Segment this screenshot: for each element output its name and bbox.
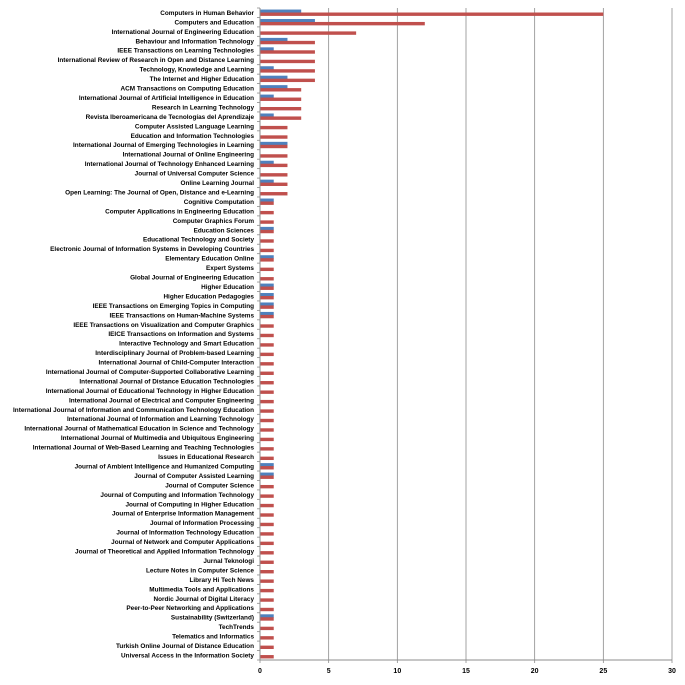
bar-series-b <box>260 608 274 611</box>
bar-series-b <box>260 126 287 129</box>
x-tick-label: 0 <box>258 668 262 675</box>
bar-series-b <box>260 60 315 63</box>
bar-series-b <box>260 183 287 186</box>
category-label: Journal of Information Technology Education <box>116 529 254 537</box>
category-label: IEEE Transactions on Human-Machine Systems <box>109 312 254 320</box>
category-label: Computer Assisted Language Learning <box>134 123 254 131</box>
x-tick-label: 5 <box>326 668 331 675</box>
bar-series-b <box>260 305 274 308</box>
category-label: Library Hi Tech News <box>189 576 254 584</box>
category-label: Journal of Universal Computer Science <box>134 170 254 178</box>
bar-series-a <box>260 302 274 305</box>
category-label: Universal Access in the Information Society <box>121 652 254 660</box>
bar-series-b <box>260 532 274 535</box>
category-label: IEICE Transactions on Information and Systems <box>108 331 254 339</box>
bar-series-a <box>260 113 274 116</box>
bar-series-b <box>260 655 274 658</box>
category-label: Journal of Enterprise Information Management <box>111 510 254 518</box>
bar-series-a <box>260 66 274 69</box>
bar-series-b <box>260 362 274 365</box>
bar-series-b <box>260 466 274 469</box>
bar-series-b <box>260 277 274 280</box>
bar-series-a <box>260 76 287 79</box>
bar-series-a <box>260 38 287 41</box>
bar-series-b <box>260 428 274 431</box>
bar-series-b <box>260 390 274 393</box>
category-label: Computer Graphics Forum <box>172 217 254 225</box>
category-label: International Journal of Engineering Education <box>111 28 254 36</box>
category-label: Behaviour and Information Technology <box>135 38 254 46</box>
category-label: Elementary Education Online <box>165 255 254 263</box>
bar-series-b <box>260 589 274 592</box>
category-label: Nordic Journal of Digital Literacy <box>153 595 254 603</box>
category-label: Journal of Information Processing <box>149 520 254 528</box>
bar-series-a <box>260 463 274 466</box>
bar-series-b <box>260 268 274 271</box>
category-label: Computers and Education <box>174 19 254 27</box>
category-label: Journal of Computing in Higher Education <box>125 501 254 509</box>
category-label: Cognitive Computation <box>183 198 254 206</box>
category-label: Issues in Educational Research <box>158 454 254 462</box>
category-label: International Journal of Distance Education Technologies <box>79 378 254 386</box>
category-label: IEEE Transactions on Emerging Topics in Computing <box>92 302 254 310</box>
bar-series-b <box>260 258 274 261</box>
bar-series-b <box>260 646 274 649</box>
bar-series-b <box>260 22 425 25</box>
x-tick-label: 20 <box>530 668 539 675</box>
category-label: International Journal of Emerging Technologies in Learning <box>73 142 254 150</box>
bar-series-b <box>260 372 274 375</box>
bar-series-a <box>260 10 301 13</box>
bar-series-b <box>260 447 274 450</box>
bar-series-b <box>260 211 274 214</box>
bar-series-b <box>260 513 274 516</box>
category-label: International Journal of Artificial Intelligence in Education <box>78 94 254 102</box>
category-label: Sustainability (Switzerland) <box>170 614 254 622</box>
bar-series-b <box>260 145 287 148</box>
bar-series-a <box>260 284 274 287</box>
bar-series-b <box>260 287 274 290</box>
category-label: International Journal of Online Engineering <box>122 151 254 159</box>
category-label: Expert Systems <box>206 265 254 273</box>
bar-series-b <box>260 334 274 337</box>
bar-series-b <box>260 570 274 573</box>
bar-series-b <box>260 230 274 233</box>
bar-series-b <box>260 31 356 34</box>
bar-series-b <box>260 561 274 564</box>
bar-series-b <box>260 627 274 630</box>
bar-series-b <box>260 438 274 441</box>
category-label: Interdisciplinary Journal of Problem-based Learning <box>95 350 254 358</box>
category-label: International Journal of Child-Computer Interaction <box>98 359 254 367</box>
bar-series-b <box>260 353 274 356</box>
category-label: International Review of Research in Open and Distance Learning <box>57 57 254 65</box>
category-label: Computers in Human Behavior <box>160 9 254 17</box>
bar-series-a <box>260 312 274 315</box>
bar-series-b <box>260 343 274 346</box>
category-label: IEEE Transactions on Visualization and Computer Graphics <box>73 321 254 329</box>
category-label: Education and Information Technologies <box>130 132 254 140</box>
category-label: Turkish Online Journal of Distance Education <box>115 643 254 651</box>
bar-series-b <box>260 636 274 639</box>
category-label: International Journal of Information and Communication Technology Education <box>13 406 254 414</box>
bar-series-b <box>260 249 274 252</box>
bar-series-b <box>260 551 274 554</box>
bar-series-b <box>260 98 301 101</box>
category-label: International Journal of Mathematical Education in Science and Technology <box>24 425 254 433</box>
bar-series-b <box>260 542 274 545</box>
bar-series-b <box>260 494 274 497</box>
category-label: Open Learning: The Journal of Open, Distance and e-Learning <box>65 189 254 197</box>
bar-series-b <box>260 523 274 526</box>
bar-series-b <box>260 220 274 223</box>
category-label: IEEE Transactions on Learning Technologies <box>117 47 254 55</box>
bar-series-b <box>260 324 274 327</box>
category-label: Computer Applications in Engineering Education <box>105 208 254 216</box>
category-label: International Journal of Multimedia and Ubiquitous Engineering <box>60 435 254 443</box>
bar-series-a <box>260 180 274 183</box>
category-label: Peer-to-Peer Networking and Applications <box>126 605 254 613</box>
bar-series-a <box>260 142 287 145</box>
category-label: Online Learning Journal <box>180 180 254 188</box>
category-label: The Internet and Higher Education <box>149 76 254 84</box>
category-label: Journal of Computer Science <box>165 482 254 490</box>
category-label: Lecture Notes in Computer Science <box>146 567 254 575</box>
category-label: International Journal of Electrical and Computer Engineering <box>68 397 254 405</box>
bar-series-b <box>260 381 274 384</box>
category-label: International Journal of Information and Learning Technology <box>67 416 254 424</box>
category-label: Multimedia Tools and Applications <box>149 586 254 594</box>
category-label: Electronic Journal of Information Systems in Developing Countries <box>50 246 254 254</box>
bar-series-b <box>260 69 315 72</box>
bar-series-b <box>260 201 274 204</box>
bar-series-b <box>260 485 274 488</box>
bar-series-a <box>260 85 287 88</box>
category-label: Revista Iberoamericana de Tecnologías del Aprendizaje <box>85 113 254 121</box>
bar-series-b <box>260 296 274 299</box>
category-label: International Journal of Web-Based Learning and Teaching Technologies <box>32 444 254 452</box>
bar-series-a <box>260 161 274 164</box>
category-label: Journal of Network and Computer Applications <box>111 539 254 547</box>
x-tick-label: 15 <box>462 668 470 675</box>
bar-series-b <box>260 504 274 507</box>
bar-series-a <box>260 19 315 22</box>
category-label: Research in Learning Technology <box>151 104 254 112</box>
x-tick-label: 30 <box>668 668 676 675</box>
bar-series-a <box>260 473 274 476</box>
category-label: Telematics and Informatics <box>172 633 254 641</box>
category-label: Technology, Knowledge and Learning <box>139 66 254 74</box>
category-label: Jurnal Teknologi <box>203 557 254 565</box>
bar-series-b <box>260 315 274 318</box>
category-label: Interactive Technology and Smart Education <box>119 340 254 348</box>
category-label: International Journal of Computer-Supported Collaborative Learning <box>45 368 254 376</box>
bar-series-a <box>260 255 274 258</box>
bar-series-b <box>260 598 274 601</box>
bar-series-b <box>260 400 274 403</box>
bar-series-a <box>260 199 274 202</box>
category-label: Journal of Computer Assisted Learning <box>134 472 254 480</box>
x-tick-label: 25 <box>599 668 608 675</box>
bar-series-b <box>260 164 287 167</box>
bar-series-a <box>260 95 274 98</box>
category-label: TechTrends <box>218 624 254 632</box>
bar-series-b <box>260 617 274 620</box>
bar-series-b <box>260 135 287 138</box>
category-label: Higher Education <box>201 283 254 291</box>
category-label: Journal of Computing and Information Technology <box>100 491 254 499</box>
category-label: Journal of Theoretical and Applied Information Technology <box>75 548 254 556</box>
bar-series-b <box>260 409 274 412</box>
x-tick-label: 10 <box>393 668 402 675</box>
category-label: Higher Education Pedagogies <box>163 293 254 301</box>
bar-series-b <box>260 13 603 16</box>
bar-series-b <box>260 476 274 479</box>
category-label: Educational Technology and Society <box>142 236 254 244</box>
bar-series-b <box>260 579 274 582</box>
category-label: Global Journal of Engineering Education <box>130 274 254 282</box>
category-label: Education Sciences <box>193 227 254 235</box>
bar-series-b <box>260 116 301 119</box>
bar-series-b <box>260 50 315 53</box>
bar-series-a <box>260 293 274 296</box>
bar-series-a <box>260 614 274 617</box>
bar-series-b <box>260 41 315 44</box>
bar-series-b <box>260 419 274 422</box>
bar-series-b <box>260 457 274 460</box>
category-label: International Journal of Educational Technology in Higher Education <box>45 387 254 395</box>
bar-series-b <box>260 79 315 82</box>
bar-series-a <box>260 47 274 50</box>
category-label: Journal of Ambient Intelligence and Humanized Computing <box>74 463 254 471</box>
bar-series-b <box>260 88 301 91</box>
bar-series-a <box>260 227 274 230</box>
bar-series-b <box>260 154 287 157</box>
bar-series-b <box>260 239 274 242</box>
bar-series-b <box>260 173 287 176</box>
bar-series-b <box>260 192 287 195</box>
category-label: ACM Transactions on Computing Education <box>120 85 254 93</box>
bar-series-b <box>260 107 301 110</box>
category-label: International Journal of Technology Enhanced Learning <box>84 161 254 169</box>
